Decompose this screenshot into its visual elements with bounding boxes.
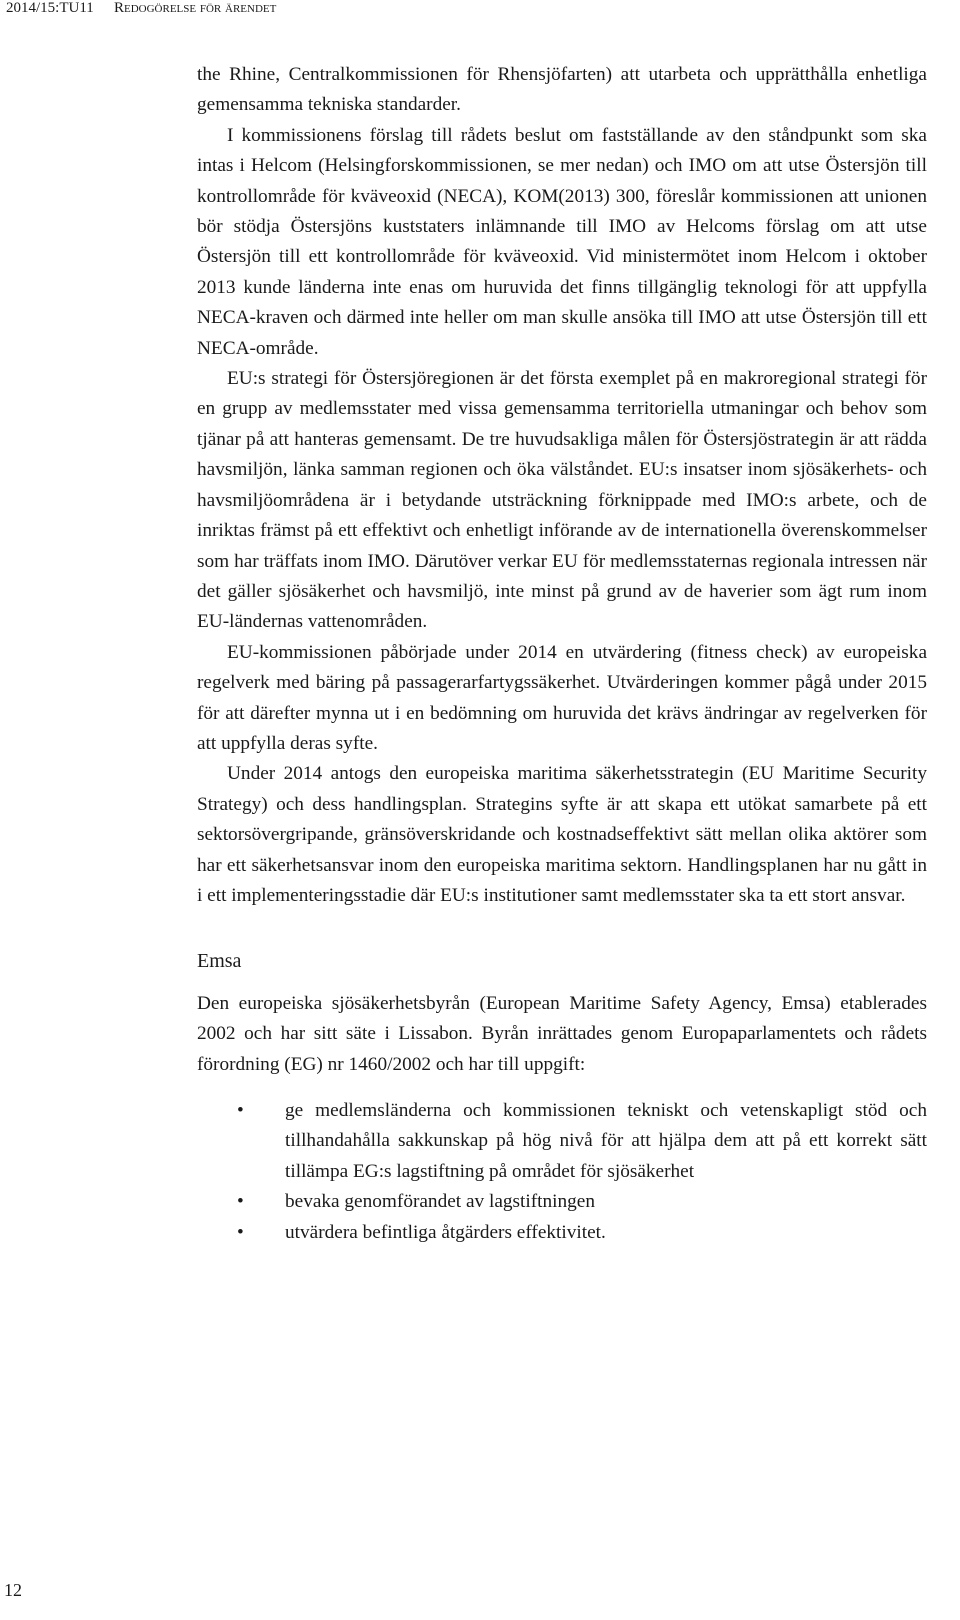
document-id: 2014/15:TU11 (6, 0, 94, 16)
bullet-icon: • (237, 1100, 244, 1121)
page-number: 12 (4, 1580, 22, 1600)
page-header (6, 0, 960, 22)
section-heading: Emsa (197, 950, 242, 973)
section-intro: Den europeiska sjösäkerhetsbyrån (European Maritime Safety Agency, Emsa) etablerades 2002 och har sitt säte i Lissabon. Byrån inrättades genom Europaparlamentets och rådets förordning (EG) nr 1460/2002 och har till uppgift: (197, 992, 927, 1075)
list-item (197, 1187, 927, 1217)
running-title: Redogörelse för ärendet (114, 0, 277, 16)
list-item (197, 1096, 927, 1187)
body-text (197, 60, 927, 1248)
paragraph: the Rhine, Centralkommissionen för Rhensjöfarten) att utarbeta och upprätthålla enhetliga gemensamma tekniska standarder. (197, 64, 927, 116)
paragraph: EU-kommissionen påbörjade under 2014 en utvärdering (fitness check) av europeiska regelverk med bäring på passagerarfartygssäkerhet. Utvärderingen kommer pågå under 2015 för att därefter mynna ut i en bedömning om huruvida det krävs ändringar av regelverken för att uppfylla deras syfte. (197, 641, 927, 754)
list-item-text: bevaka genomförandet av lagstiftningen (285, 1191, 595, 1213)
list-item (197, 1218, 927, 1248)
paragraph: Under 2014 antogs den europeiska maritima säkerhetsstrategin (EU Maritime Security Strategy) och dess handlingsplan. Strategins syfte är att skapa ett utökat samarbete på ett sektorsövergripande, gränsöverskridande och kostnadseffektivt sätt mellan olika aktörer som har ett säkerhetsansvar inom den europeiska maritima sektorn. Handlingsplanen har nu gått in i ett implementeringsstadie där EU:s institutioner samt medlemsstater ska ta ett stort ansvar. (197, 763, 927, 906)
list-item-text: utvärdera befintliga åtgärders effektivitet. (285, 1221, 606, 1243)
bullet-icon: • (237, 1191, 244, 1213)
bullet-icon: • (237, 1221, 244, 1243)
bullet-list (197, 1096, 927, 1248)
paragraph: I kommissionens förslag till rådets beslut om fastställande av den ståndpunkt som ska intas i Helcom (Helsingforskommissionen, se mer nedan) och IMO om att utse Östersjön till kontrollområde för kväveoxid (NECA), KOM(2013) 300, föreslår kommissionen att unionen bör stödja Östersjöns kuststaters inlämnande till IMO av Helcoms förslag om att utse Östersjön till ett kontrollområde för kväveoxid. Vid ministermötet inom Helcom i oktober 2013 kunde länderna inte enas om huruvida det finns tillgänglig teknologi för att uppfylla NECA-kraven och därmed inte heller om man skulle ansöka till IMO att utse Östersjön till ett NECA-område. (197, 124, 927, 359)
paragraph: EU:s strategi för Östersjöregionen är det första exemplet på en makroregional strategi för en grupp av medlemsstater med vissa gemensamma territoriella utmaningar och behov som tjänar på att hanteras gemensamt. De tre huvudsakliga målen för Östersjöstrategin är att rädda havsmiljön, länka samman regionen och öka välståndet. EU:s insatser inom sjösäkerhets- och havsmiljöområdena är i betydande utsträckning förknippade med IMO:s arbete, och de inriktas främst på ett effektivt och enhetligt införande av de internationella överenskommelser som har träffats inom IMO. Därutöver verkar EU för medlemsstaternas regionala intressen när det gäller sjösäkerhet och havsmiljö, inte minst på grund av de haverier som ägt rum inom EU-ländernas vattenområden. (197, 368, 927, 633)
list-item-text: ge medlemsländerna och kommissionen tekniskt och vetenskapligt stöd och tillhandahålla sakkunskap på hög nivå för att hjälpa dem att på ett korrekt sätt tillämpa EG:s lagstiftning på området för sjösäkerhet (285, 1100, 927, 1182)
